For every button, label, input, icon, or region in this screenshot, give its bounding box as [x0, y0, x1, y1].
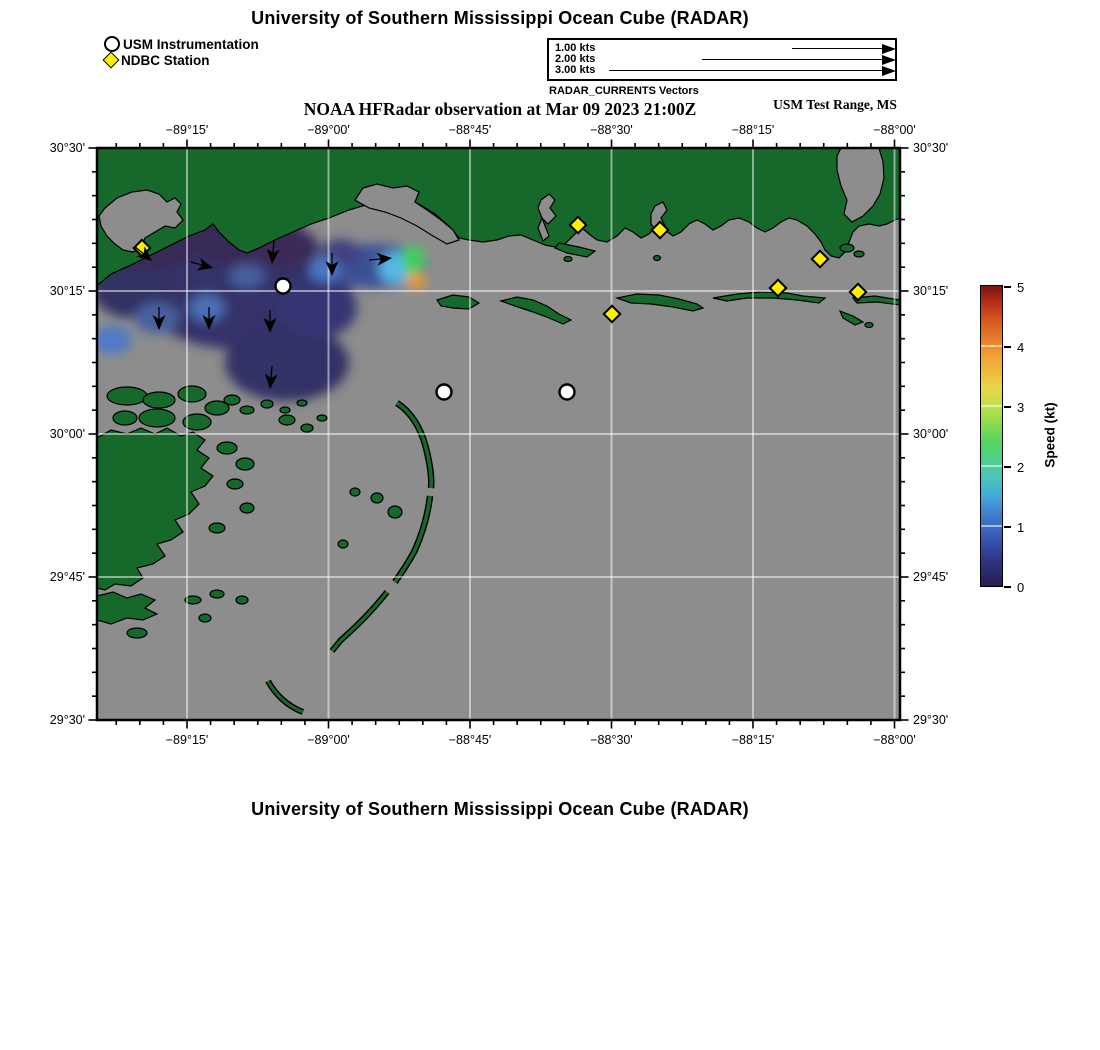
x-tick-label-bottom: −88°15' — [731, 733, 775, 747]
y-tick-label-right: 29°45' — [913, 570, 949, 584]
x-tick-label-top: −88°00' — [873, 123, 916, 137]
legend-row-usm — [104, 36, 259, 52]
figure-title-top: University of Southern Mississippi Ocean Cube (RADAR) — [251, 8, 749, 28]
vector-scale-line — [609, 70, 882, 71]
y-tick-label-left: 30°00' — [49, 427, 85, 441]
colorbar-tick — [1004, 466, 1011, 468]
colorbar-tick-label: 2 — [1017, 459, 1025, 475]
isle-aux-herbes — [840, 244, 854, 252]
speed-field-patch — [225, 325, 349, 401]
ndbc-station-icon — [103, 52, 120, 69]
colorbar-gradient — [980, 285, 1003, 587]
colorbar-label: Speed (kt) — [1042, 402, 1058, 468]
x-tick-label-bottom: −88°30' — [590, 733, 633, 747]
colorbar-gridline — [981, 345, 1002, 347]
legend-label-ndbc: NDBC Station — [121, 52, 210, 68]
vector-scale-line — [702, 59, 882, 60]
x-tick-label-bottom: −89°15' — [165, 733, 209, 747]
colorbar-tick-label: 3 — [1017, 399, 1025, 415]
colorbar-tick-label: 4 — [1017, 339, 1025, 355]
colorbar-gridline — [981, 405, 1002, 407]
vector-scale-caption: RADAR_CURRENTS Vectors — [549, 85, 699, 97]
vector-scale-row-label: 3.00 kts — [555, 64, 596, 76]
vector-scale-row-label: 2.00 kts — [555, 53, 596, 65]
usm-instrumentation-marker — [437, 385, 452, 400]
usm-instrumentation-marker — [560, 385, 575, 400]
y-tick-label-right: 29°30' — [913, 713, 949, 727]
x-tick-label-bottom: −88°45' — [448, 733, 492, 747]
x-tick-label-top: −88°15' — [731, 123, 775, 137]
legend-label-usm: USM Instrumentation — [123, 36, 259, 52]
vector-scale-arrowhead — [882, 55, 896, 65]
vector-scale-arrowhead — [882, 66, 896, 76]
x-tick-label-top: −88°30' — [590, 123, 633, 137]
vector-scale-line — [792, 48, 882, 49]
test-range-label: USM Test Range, MS — [773, 97, 897, 112]
x-tick-label-bottom: −89°00' — [307, 733, 350, 747]
y-tick-label-left: 29°30' — [49, 713, 85, 727]
colorbar-tick — [1004, 346, 1011, 348]
x-tick-label-top: −89°00' — [307, 123, 350, 137]
map-legend — [104, 36, 259, 68]
x-tick-label-bottom: −88°00' — [873, 733, 916, 747]
speed-field-patch — [406, 273, 426, 289]
y-tick-label-right: 30°15' — [913, 284, 949, 298]
colorbar-tick — [1004, 286, 1011, 288]
small-island — [865, 323, 873, 328]
vector-scale-box — [547, 38, 897, 81]
y-tick-label-left: 30°15' — [49, 284, 85, 298]
y-tick-label-left: 30°30' — [49, 141, 85, 155]
y-tick-label-left: 29°45' — [49, 570, 85, 584]
colorbar-tick — [1004, 406, 1011, 408]
figure-title-bottom: University of Southern Mississippi Ocean Cube (RADAR) — [251, 799, 749, 819]
colorbar-tick-label: 1 — [1017, 519, 1025, 535]
y-tick-label-right: 30°30' — [913, 141, 949, 155]
colorbar-tick — [1004, 586, 1011, 588]
colorbar-tick-label: 5 — [1017, 279, 1025, 295]
speed-field-patch — [401, 246, 425, 274]
x-tick-label-top: −89°15' — [165, 123, 209, 137]
observation-title: NOAA HFRadar observation at Mar 09 2023 21:00Z — [303, 99, 697, 119]
colorbar — [980, 279, 1100, 605]
round-island — [654, 256, 661, 261]
speed-field-patch — [229, 264, 265, 288]
y-tick-label-right: 30°00' — [913, 427, 949, 441]
x-tick-label-top: −88°45' — [448, 123, 492, 137]
colorbar-gridline — [981, 525, 1002, 527]
map-canvas — [49, 123, 949, 747]
small-island — [564, 257, 572, 262]
vector-scale-arrowhead — [882, 44, 896, 54]
legend-row-ndbc — [104, 52, 259, 68]
speed-field-patch — [309, 258, 341, 282]
usm-instrumentation-icon — [104, 36, 120, 52]
map-area — [49, 123, 949, 747]
small-island — [854, 251, 864, 257]
colorbar-tick-label: 0 — [1017, 579, 1025, 595]
colorbar-tick — [1004, 526, 1011, 528]
vector-scale-row-label: 1.00 kts — [555, 42, 596, 54]
colorbar-gridline — [981, 465, 1002, 467]
usm-instrumentation-marker — [276, 279, 291, 294]
